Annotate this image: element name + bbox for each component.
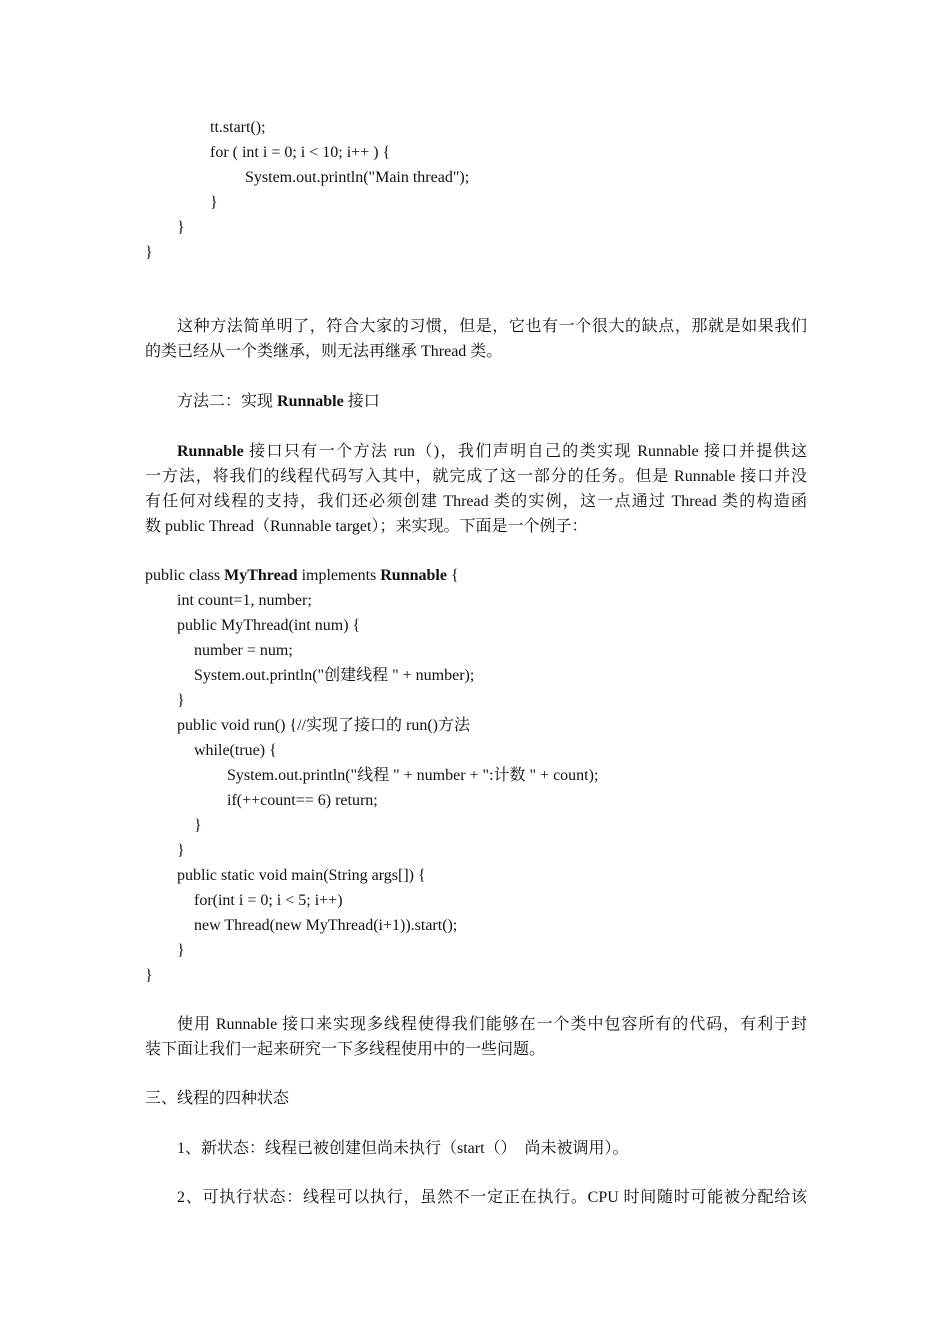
list-item: 1、新状态：线程已被创建但尚未执行（start（） 尚未被调用）。 — [177, 1140, 629, 1157]
code-line: if(++count== 6) return; — [227, 792, 378, 809]
list-item: 2、可执行状态：线程可以执行，虽然不一定正在执行。CPU 时间随时可能被分配给该 — [177, 1189, 807, 1206]
code-line: } — [145, 967, 153, 984]
code-line: while(true) { — [194, 742, 277, 759]
code-line: System.out.println("Main thread"); — [245, 169, 470, 186]
paragraph-line: 有任何对线程的支持，我们还必须创建 Thread 类的实例，这一点通过 Thread 类的构造函 — [145, 493, 807, 510]
paragraph-line: 数 public Thread（Runnable target）；来实现。下面是一个例子： — [145, 518, 588, 535]
code-line: } — [194, 817, 202, 834]
code-line: System.out.println("创建线程 " + number); — [194, 667, 475, 684]
paragraph-line: 一方法，将我们的线程代码写入其中，就完成了这一部分的任务。但是 Runnable 接口并没 — [145, 468, 807, 485]
code-line: for(int i = 0; i < 5; i++) — [194, 892, 343, 909]
code-line: public MyThread(int num) { — [177, 617, 361, 634]
code-line: } — [145, 244, 153, 261]
code-line: new Thread(new MyThread(i+1)).start(); — [194, 917, 458, 934]
code-line: } — [177, 942, 185, 959]
method-heading: 方法二：实现 Runnable 接口 — [177, 393, 380, 410]
paragraph-line: 的类已经从一个类继承，则无法再继承 Thread 类。 — [145, 343, 503, 360]
code-line: public static void main(String args[]) { — [177, 867, 426, 884]
code-line: for ( int i = 0; i < 10; i++ ) { — [210, 144, 391, 161]
code-line: } — [177, 219, 185, 236]
code-line: tt.start(); — [210, 119, 266, 136]
code-line: int count=1, number; — [177, 592, 312, 609]
code-line: } — [210, 194, 218, 211]
code-line: } — [177, 842, 185, 859]
code-line: number = num; — [194, 642, 293, 659]
code-line: public class MyThread implements Runnable { — [145, 567, 459, 584]
paragraph-line: Runnable 接口只有一个方法 run（)，我们声明自己的类实现 Runnable 接口并提供这 — [177, 443, 807, 460]
section-heading: 三、线程的四种状态 — [145, 1090, 290, 1107]
paragraph-line: 使用 Runnable 接口来实现多线程使得我们能够在一个类中包容所有的代码，有利于封 — [177, 1016, 807, 1033]
code-line: } — [177, 692, 185, 709]
code-line: public void run() {//实现了接口的 run()方法 — [177, 717, 470, 734]
paragraph-line: 这种方法简单明了，符合大家的习惯，但是，它也有一个很大的缺点，那就是如果我们 — [177, 318, 807, 335]
code-line: System.out.println("线程 " + number + ":计数 " + count); — [227, 767, 599, 784]
paragraph-line: 装下面让我们一起来研究一下多线程使用中的一些问题。 — [145, 1041, 546, 1058]
